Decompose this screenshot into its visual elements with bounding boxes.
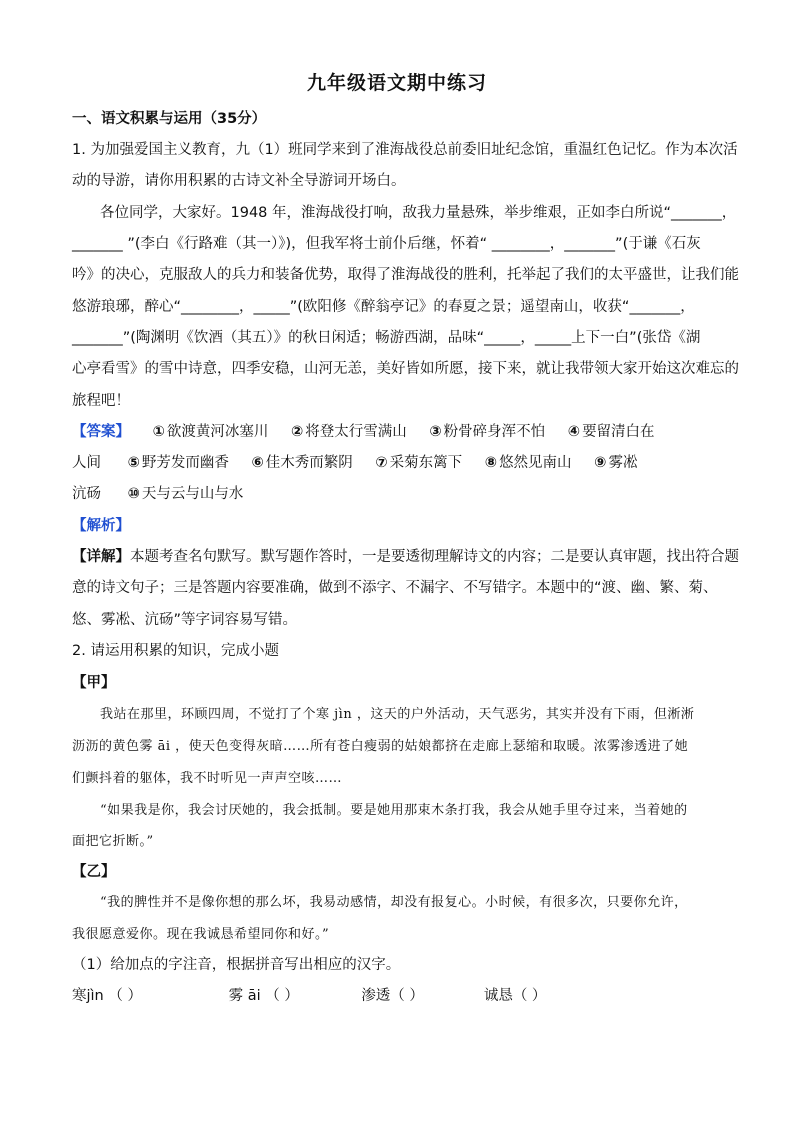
yi-line-2: 我很愿意爱你。现在我诚恳希望同你和好。” — [72, 927, 330, 942]
yi-line-1: “我的脾性并不是像你想的那么坏，我易动感情，却没有报复心。小时候，有很多次，只要你允许， — [100, 895, 688, 910]
q1-line-1: 1. 为加强爱国主义教育，九（1）班同学来到了淮海战役总前委旧址纪念馆，重温红色记忆。作为本次活 — [72, 142, 738, 158]
q1-line-2: 动的导游，请你用积累的古诗文补全导游词开场白。 — [72, 173, 406, 189]
jia-line-5: 面把它折断。” — [72, 834, 154, 849]
answer-line-1 — [72, 422, 732, 442]
fill-in-row — [72, 986, 732, 1006]
jia-line-4: “如果我是你，我会讨厌她的，我会抵制。要是她用那束木条打我，我会从她手里夺过来，当着她的 — [100, 803, 688, 818]
answer-item: ⑧ 悠然见南山 — [484, 455, 572, 471]
jia-line-3: 们颤抖着的躯体，我不时听见一声声空咳…… — [72, 771, 343, 786]
answer-line-2 — [72, 453, 732, 473]
fill-item: 雾 āi （ ） — [228, 988, 299, 1004]
yi-label: 【乙】 — [72, 864, 116, 880]
q1-paragraph-4: 悠游琅琊，醉心“________，_____”(欧阳修《醉翁亭记》的春夏之景；遥望南山，收获“_______， — [72, 299, 695, 315]
answer-continuation: 人间 — [72, 455, 101, 471]
answer-item: ⑥ 佳木秀而繁阴 — [251, 455, 353, 471]
section-heading: 一、语文积累与运用（35分） — [72, 111, 267, 127]
fill-item: 诚恳（ ） — [483, 988, 547, 1004]
answer-item: ① 欲渡黄河冰塞川 — [152, 424, 269, 440]
answer-label: 【答案】 — [72, 424, 130, 440]
q1-paragraph-1: 各位同学，大家好。1948 年，淮海战役打响，敌我力量悬殊，举步维艰，正如李白所说“_______， — [100, 205, 737, 221]
q1-paragraph-3: 吟》的决心，克服敌人的兵力和装备优势，取得了淮海战役的胜利，托举起了我们的太平盛世，让我们能 — [72, 267, 739, 283]
answer-item: ③ 粉骨碎身浑不怕 — [429, 424, 546, 440]
q2-line-1: 2. 请运用积累的知识，完成小题 — [72, 643, 279, 659]
detail-line-1: 【详解】本题考查名句默写。默写题作答时，一是要透彻理解诗文的内容；二是要认真审题，找出符合题 — [72, 549, 739, 565]
detail-line-2: 意的诗文句子；三是答题内容要准确，做到不添字、不漏字、不写错字。本题中的“渡、幽、繁、菊、 — [72, 580, 718, 596]
page-title: 九年级语文期中练习 — [306, 72, 487, 94]
answer-line-3 — [72, 484, 732, 504]
detail-label: 【详解】 — [72, 549, 130, 565]
answer-item: ④ 要留清白在 — [567, 424, 655, 440]
q1-paragraph-6: 心亭看雪》的雪中诗意，四季安稳，山河无恙，美好皆如所愿，接下来，就让我带领大家开始这次难忘的 — [72, 361, 739, 377]
answer-item: ⑤ 野芳发而幽香 — [127, 455, 229, 471]
jia-line-2: 沥沥的黄色雾 āi ，使天色变得灰暗……所有苍白瘦弱的姑娘都挤在走廊上瑟缩和取暖。浓雾渗透进了她 — [72, 739, 689, 754]
jia-label: 【甲】 — [72, 675, 116, 691]
answer-item: ⑦ 采菊东篱下 — [375, 455, 463, 471]
q1-paragraph-7: 旅程吧！ — [72, 393, 130, 409]
jia-line-1: 我站在那里，环顾四周，不觉打了个寒 jìn ，这天的户外活动，天气恶劣，其实并没有下雨，但淅淅 — [100, 707, 695, 722]
answer-item: ⑨ 雾凇 — [594, 455, 638, 471]
detail-line-3: 悠、雾凇、沆砀”等字词容易写错。 — [72, 612, 298, 628]
answer-continuation: 沆砀 — [72, 486, 101, 502]
q1-paragraph-2: _______ ”(李白《行路难（其一）》)，但我军将士前仆后继，怀着“ ________，_______”(于谦《石灰 — [72, 236, 701, 252]
fill-item: 寒jìn （ ） — [72, 988, 142, 1004]
analysis-label: 【解析】 — [72, 518, 130, 534]
answer-item: ② 将登太行雪满山 — [291, 424, 407, 440]
answer-item: ⑩ 天与云与山与水 — [127, 486, 244, 502]
fill-item: 渗透（ ） — [361, 988, 424, 1004]
q1-paragraph-5: _______”(陶渊明《饮酒（其五）》的秋日闲适；畅游西湖，品味“_____，_____上下一白”(张岱《湖 — [72, 330, 701, 346]
sub-question-1: （1）给加点的字注音，根据拼音写出相应的汉字。 — [72, 957, 401, 973]
